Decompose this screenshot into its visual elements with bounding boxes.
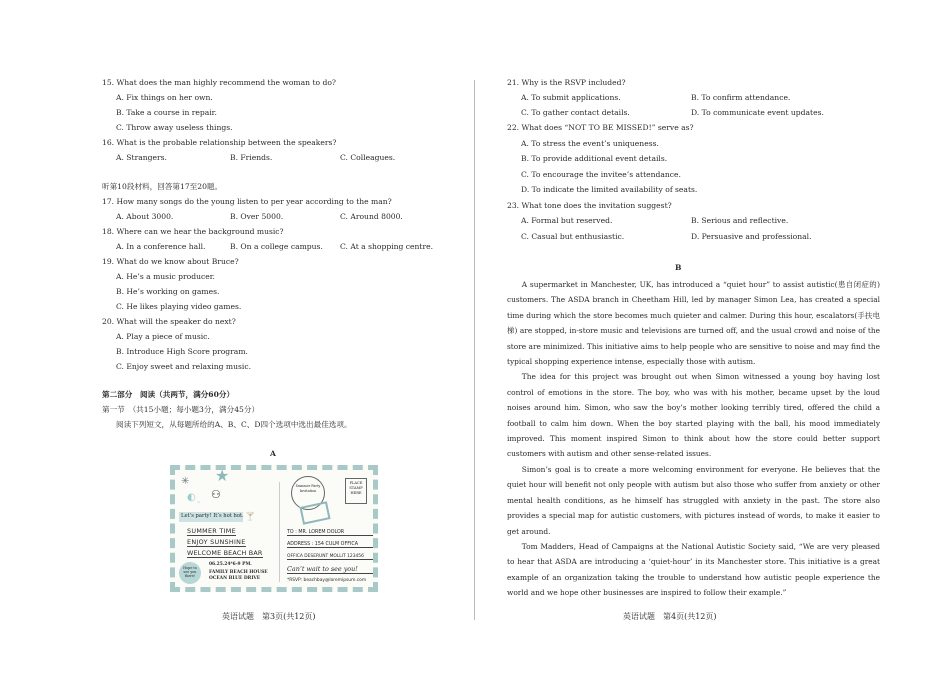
q20-option-a: A. Play a piece of music.	[116, 332, 210, 341]
postcard-divider	[279, 482, 280, 582]
question-17: 17. How many songs do the young listen to per year according to the man?	[102, 197, 392, 206]
q15-option-b: B. Take a course in repair.	[116, 108, 217, 117]
cant-wait-line: Can’t wait to see you!	[287, 565, 373, 574]
part-2-title: 第二部分 阅读（共两节，满分60分）	[102, 390, 235, 399]
question-18: 18. Where can we hear the background music?	[102, 227, 284, 236]
paragraph-2: The idea for this project was brought out when Simon witnessed a young boy having lost control of emotions in the store. The boy, who was with his mother, became upset by the loud noises around him. Simon, who saw the boy’s mother looking terribly tired, offered the child a football to calm him down. When the boy started playing with the ball, his mood immediately improved. This moment inspired Simon to think about how the store could better support customers with autism and other sense-related issues.	[507, 372, 880, 459]
office-line: OFFICA DESERUNT MOLLIT 123456	[287, 554, 373, 560]
q18-option-a: A. In a conference hall.	[116, 242, 206, 251]
invitation-postcard	[170, 465, 378, 592]
rsvp-line: *RSVP: beachbay@loremipsum.com	[287, 578, 367, 583]
question-22: 22. What does “NOT TO BE MISSED!” serve as?	[507, 123, 694, 132]
q20-option-b: B. Introduce High Score program.	[116, 347, 248, 356]
q23-option-a: A. Formal but reserved.	[521, 216, 613, 225]
q16-option-a: A. Strangers.	[116, 153, 167, 162]
q23-option-d: D. Persuasive and professional.	[691, 232, 812, 241]
enjoy-sunshine-line: ENJOY SUNSHINE	[187, 538, 246, 546]
question-15: 15. What does the man highly recommend the woman to do?	[102, 78, 337, 87]
shell-icon: ◐	[187, 492, 196, 503]
star-icon: ★	[215, 466, 230, 485]
question-19: 19. What do we know about Bruce?	[102, 257, 239, 266]
q18-option-c: C. At a shopping centre.	[340, 242, 434, 251]
sunglasses-icon: ⚇	[211, 488, 221, 501]
section-note: 听第10段材料，回答第17至20题。	[102, 182, 223, 191]
paragraph-3: Simon’s goal is to create a more welcoming environment for everyone. He believes that the quiet hour will benefit not only people with autism but also those who suffer from anxiety or other mental health conditions, as he himself has struggled with anxiety in the past. The store also provides a special map for autistic customers, with pictures instead of words, to make it easier to get around.	[507, 464, 880, 536]
to-line: TO : MR. LOREM DOLOR	[287, 530, 373, 536]
q22-option-a: A. To stress the event’s uniqueness.	[521, 139, 659, 148]
question-23: 23. What tone does the invitation suggest?	[507, 201, 672, 210]
section-1-title: 第一节 （共15小题；每小题3分，满分45分）	[102, 405, 260, 414]
passage-b-body	[507, 277, 880, 601]
q15-option-c: C. Throw away useless things.	[116, 123, 233, 132]
q21-option-d: D. To communicate event updates.	[691, 108, 824, 117]
starfish-icon: ✳	[181, 476, 190, 487]
party-line: Let’s party! It’s hot hot.	[181, 513, 244, 519]
q23-option-c: C. Casual but enthusiastic.	[521, 232, 625, 241]
q22-option-c: C. To encourage the invitee’s attendance.	[521, 170, 681, 179]
summer-time-line: SUMMER TIME	[187, 527, 236, 535]
postmark-text: Summer Party Invitation	[295, 484, 321, 493]
q19-option-a: A. He’s a music producer.	[116, 272, 215, 281]
left-footer: 英语试题 第3页(共12页)	[222, 612, 316, 621]
q21-option-b: B. To confirm attendance.	[691, 93, 791, 102]
passage-b-label: B	[675, 263, 682, 272]
right-page	[475, 0, 950, 677]
welcome-beach-bar-line: WELCOME BEACH BAR	[187, 549, 263, 557]
place-stamp-text: PLACE STAMP HERE	[349, 481, 363, 495]
paragraph-4: Tom Madders, Head of Campaigns at the National Autistic Society said, “We are very pleased to hear that ASDA are introducing a ‘quiet-hour’ in its Manchester store. This initiative is a great example of an organization taking the trouble to understand how autistic people experience the world and we hope other businesses are inspired to follow their example.”	[507, 541, 880, 598]
q21-option-a: A. To submit applications.	[521, 93, 621, 102]
venue-line-2: OCEAN BLUE DRIVE	[209, 576, 261, 581]
passage-a-label: A	[270, 449, 276, 458]
q17-option-a: A. About 3000.	[116, 212, 174, 221]
bird-icon: ᵔ	[197, 500, 201, 510]
reading-instructions: 阅读下列短文，从每题所给的A、B、C、D四个选项中选出最佳选项。	[116, 420, 352, 429]
paragraph-1: A supermarket in Manchester, UK, has introduced a “quiet hour” to assist autistic(患自闭症的) customers. The ASDA branch in Cheetham Hill, led by manager Simon Lea, has created a special time during which the store becomes much quieter and calmer. During this hour, escalators(手扶电梯) are stopped, in-store music and televisions are turned off, and the usual crowd and noise of the store are minimized. This initiative aims to help people who are sensitive to noise and may find the typical shopping experience intense, especially those with autism.	[507, 280, 880, 367]
question-16: 16. What is the probable relationship between the speakers?	[102, 138, 337, 147]
right-footer: 英语试题 第4页(共12页)	[623, 612, 717, 621]
question-20: 20. What will the speaker do next?	[102, 317, 236, 326]
q17-option-b: B. Over 5000.	[230, 212, 284, 221]
q19-option-c: C. He likes playing video games.	[116, 302, 242, 311]
event-date: 06.25.24*6-9 PM.	[209, 562, 252, 567]
question-21: 21. Why is the RSVP included?	[507, 78, 626, 87]
address-line: ADDRESS : 154 CULM OFFICA	[287, 542, 373, 548]
q16-option-c: C. Colleagues.	[340, 153, 396, 162]
q15-option-a: A. Fix things on her own.	[116, 93, 213, 102]
q22-option-d: D. To indicate the limited availability of seats.	[521, 185, 698, 194]
venue-line-1: FAMILY BEACH HOUSE	[209, 570, 268, 575]
q21-option-c: C. To gather contact details.	[521, 108, 630, 117]
q23-option-b: B. Serious and reflective.	[691, 216, 789, 225]
q20-option-c: C. Enjoy sweet and relaxing music.	[116, 362, 252, 371]
cocktail-icon: 🍸	[245, 512, 255, 521]
q16-option-b: B. Friends.	[230, 153, 273, 162]
badge-text: Hope to see you there!	[183, 566, 197, 578]
q18-option-b: B. On a college campus.	[230, 242, 323, 251]
q19-option-b: B. He’s working on games.	[116, 287, 220, 296]
q17-option-c: C. Around 8000.	[340, 212, 403, 221]
q22-option-b: B. To provide additional event details.	[521, 154, 668, 163]
